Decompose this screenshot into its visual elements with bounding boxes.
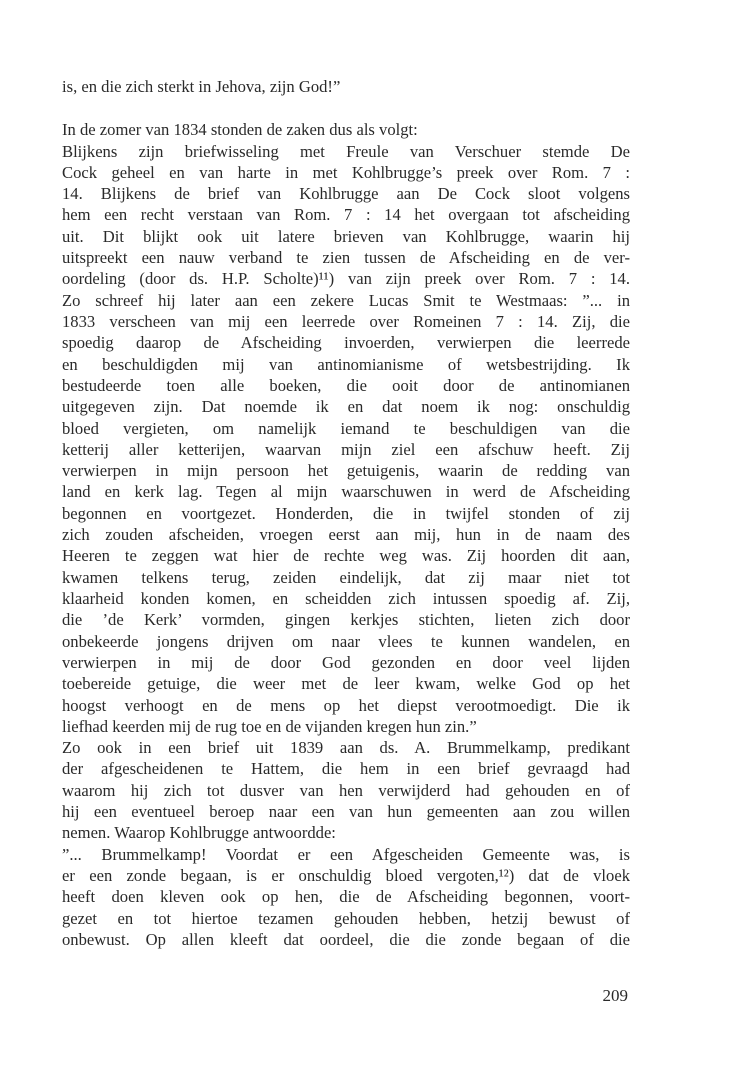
text-line-14: bestudeerde toen alle boeken, die ooit door de antinomianen [62,376,630,395]
text-line-30: liefhad keerden mij de rug toe en de vijanden kregen hun zin.” [62,717,477,736]
text-line-33: waarom hij zich tot dusver van hen verwijderd had gehouden en of [62,781,630,800]
text-line-22: Heeren te zeggen wat hier de rechte weg was. Zij hoorden dit aan, [62,546,630,565]
text-line-35: nemen. Waarop Kohlbrugge antwoordde: [62,823,336,842]
text-line-16: bloed vergieten, om namelijk iemand te beschuldigen van die [62,419,630,438]
text-line-25: die ’de Kerk’ vormden, gingen kerkjes stichten, lieten zich door [62,610,630,629]
text-line-24: klaarheid konden komen, en scheidden zich intussen spoedig af. Zij, [62,589,630,608]
text-line-27: verwierpen in mij de door God gezonden en door veel lijden [62,653,630,672]
text-line-40: onbewust. Op allen kleeft dat oordeel, die die zonde begaan of die [62,930,630,949]
text-line-2: In de zomer van 1834 stonden de zaken dus als volgt: [62,120,418,139]
text-line-5: 14. Blijkens de brief van Kohlbrugge aan De Cock sloot volgens [62,184,630,203]
text-line-29: hoogst verhoogt en de mens op het diepst verootmoedigt. Die ik [62,696,630,715]
text-line-26: onbekeerde jongens drijven om naar vlees te kunnen wandelen, en [62,632,630,651]
text-line-21: zich zouden afscheiden, vroegen eerst aan mij, hun in de naam des [62,525,630,544]
text-line-19: land en kerk lag. Tegen al mijn waarschuwen in werd de Afscheiding [62,482,630,501]
text-line-34: hij een eventueel beroep naar een van hun gemeenten aan zou willen [62,802,630,821]
text-line-18: verwierpen in mijn persoon het getuigenis, waarin de redding van [62,461,630,480]
text-line-31: Zo ook in een brief uit 1839 aan ds. A. Brummelkamp, predikant [62,738,630,757]
text-line-3: Blijkens zijn briefwisseling met Freule van Verschuer stemde De [62,142,630,161]
text-line-11: 1833 verscheen van mij een leerrede over Romeinen 7 : 14. Zij, die [62,312,630,331]
text-line-13: en beschuldigden mij van antinomianisme of wetsbestrijding. Ik [62,355,630,374]
text-line-10: Zo schreef hij later aan een zekere Lucas Smit te Westmaas: ”... in [62,291,630,310]
text-line-4: Cock geheel en van harte in met Kohlbrugge’s preek over Rom. 7 : [62,163,630,182]
text-line-1: is, en die zich sterkt in Jehova, zijn God!” [62,77,341,96]
text-line-6: hem een recht verstaan van Rom. 7 : 14 het overgaan tot afscheiding [62,205,630,224]
text-line-12: spoedig daarop de Afscheiding invoerden, verwierpen die leerrede [62,333,630,352]
text-line-20: begonnen en voortgezet. Honderden, die in twijfel stonden of zij [62,504,630,523]
text-line-38: heeft doen kleven ook op hen, die de Afscheiding begonnen, voort- [62,887,630,906]
text-line-36: ”... Brummelkamp! Voordat er een Afgescheiden Gemeente was, is [62,845,630,864]
text-line-9: oordeling (door ds. H.P. Scholte)¹¹) van zijn preek over Rom. 7 : 14. [62,269,630,288]
text-line-37: er een zonde begaan, is er onschuldig bloed vergoten,¹²) dat de vloek [62,866,630,885]
text-line-8: uitspreekt een nauw verband te zien tussen de Afscheiding en de ver- [62,248,630,267]
text-line-7: uit. Dit blijkt ook uit latere brieven van Kohlbrugge, waarin hij [62,227,630,246]
text-line-17: ketterij aller ketterijen, waarvan mijn ziel een afschuw heeft. Zij [62,440,630,459]
text-line-15: uitgegeven zijn. Dat noemde ik en dat noem ik nog: onschuldig [62,397,630,416]
text-line-32: der afgescheidenen te Hattem, die hem in een brief gevraagd had [62,759,630,778]
page-number: 209 [602,986,628,1005]
text-line-28: toebereide getuige, die weer met de leer kwam, welke God op het [62,674,630,693]
text-line-39: gezet en tot hiertoe tezamen gehouden hebben, hetzij bewust of [62,909,630,928]
text-line-23: kwamen telkens terug, zeiden eindelijk, dat zij maar niet tot [62,568,630,587]
